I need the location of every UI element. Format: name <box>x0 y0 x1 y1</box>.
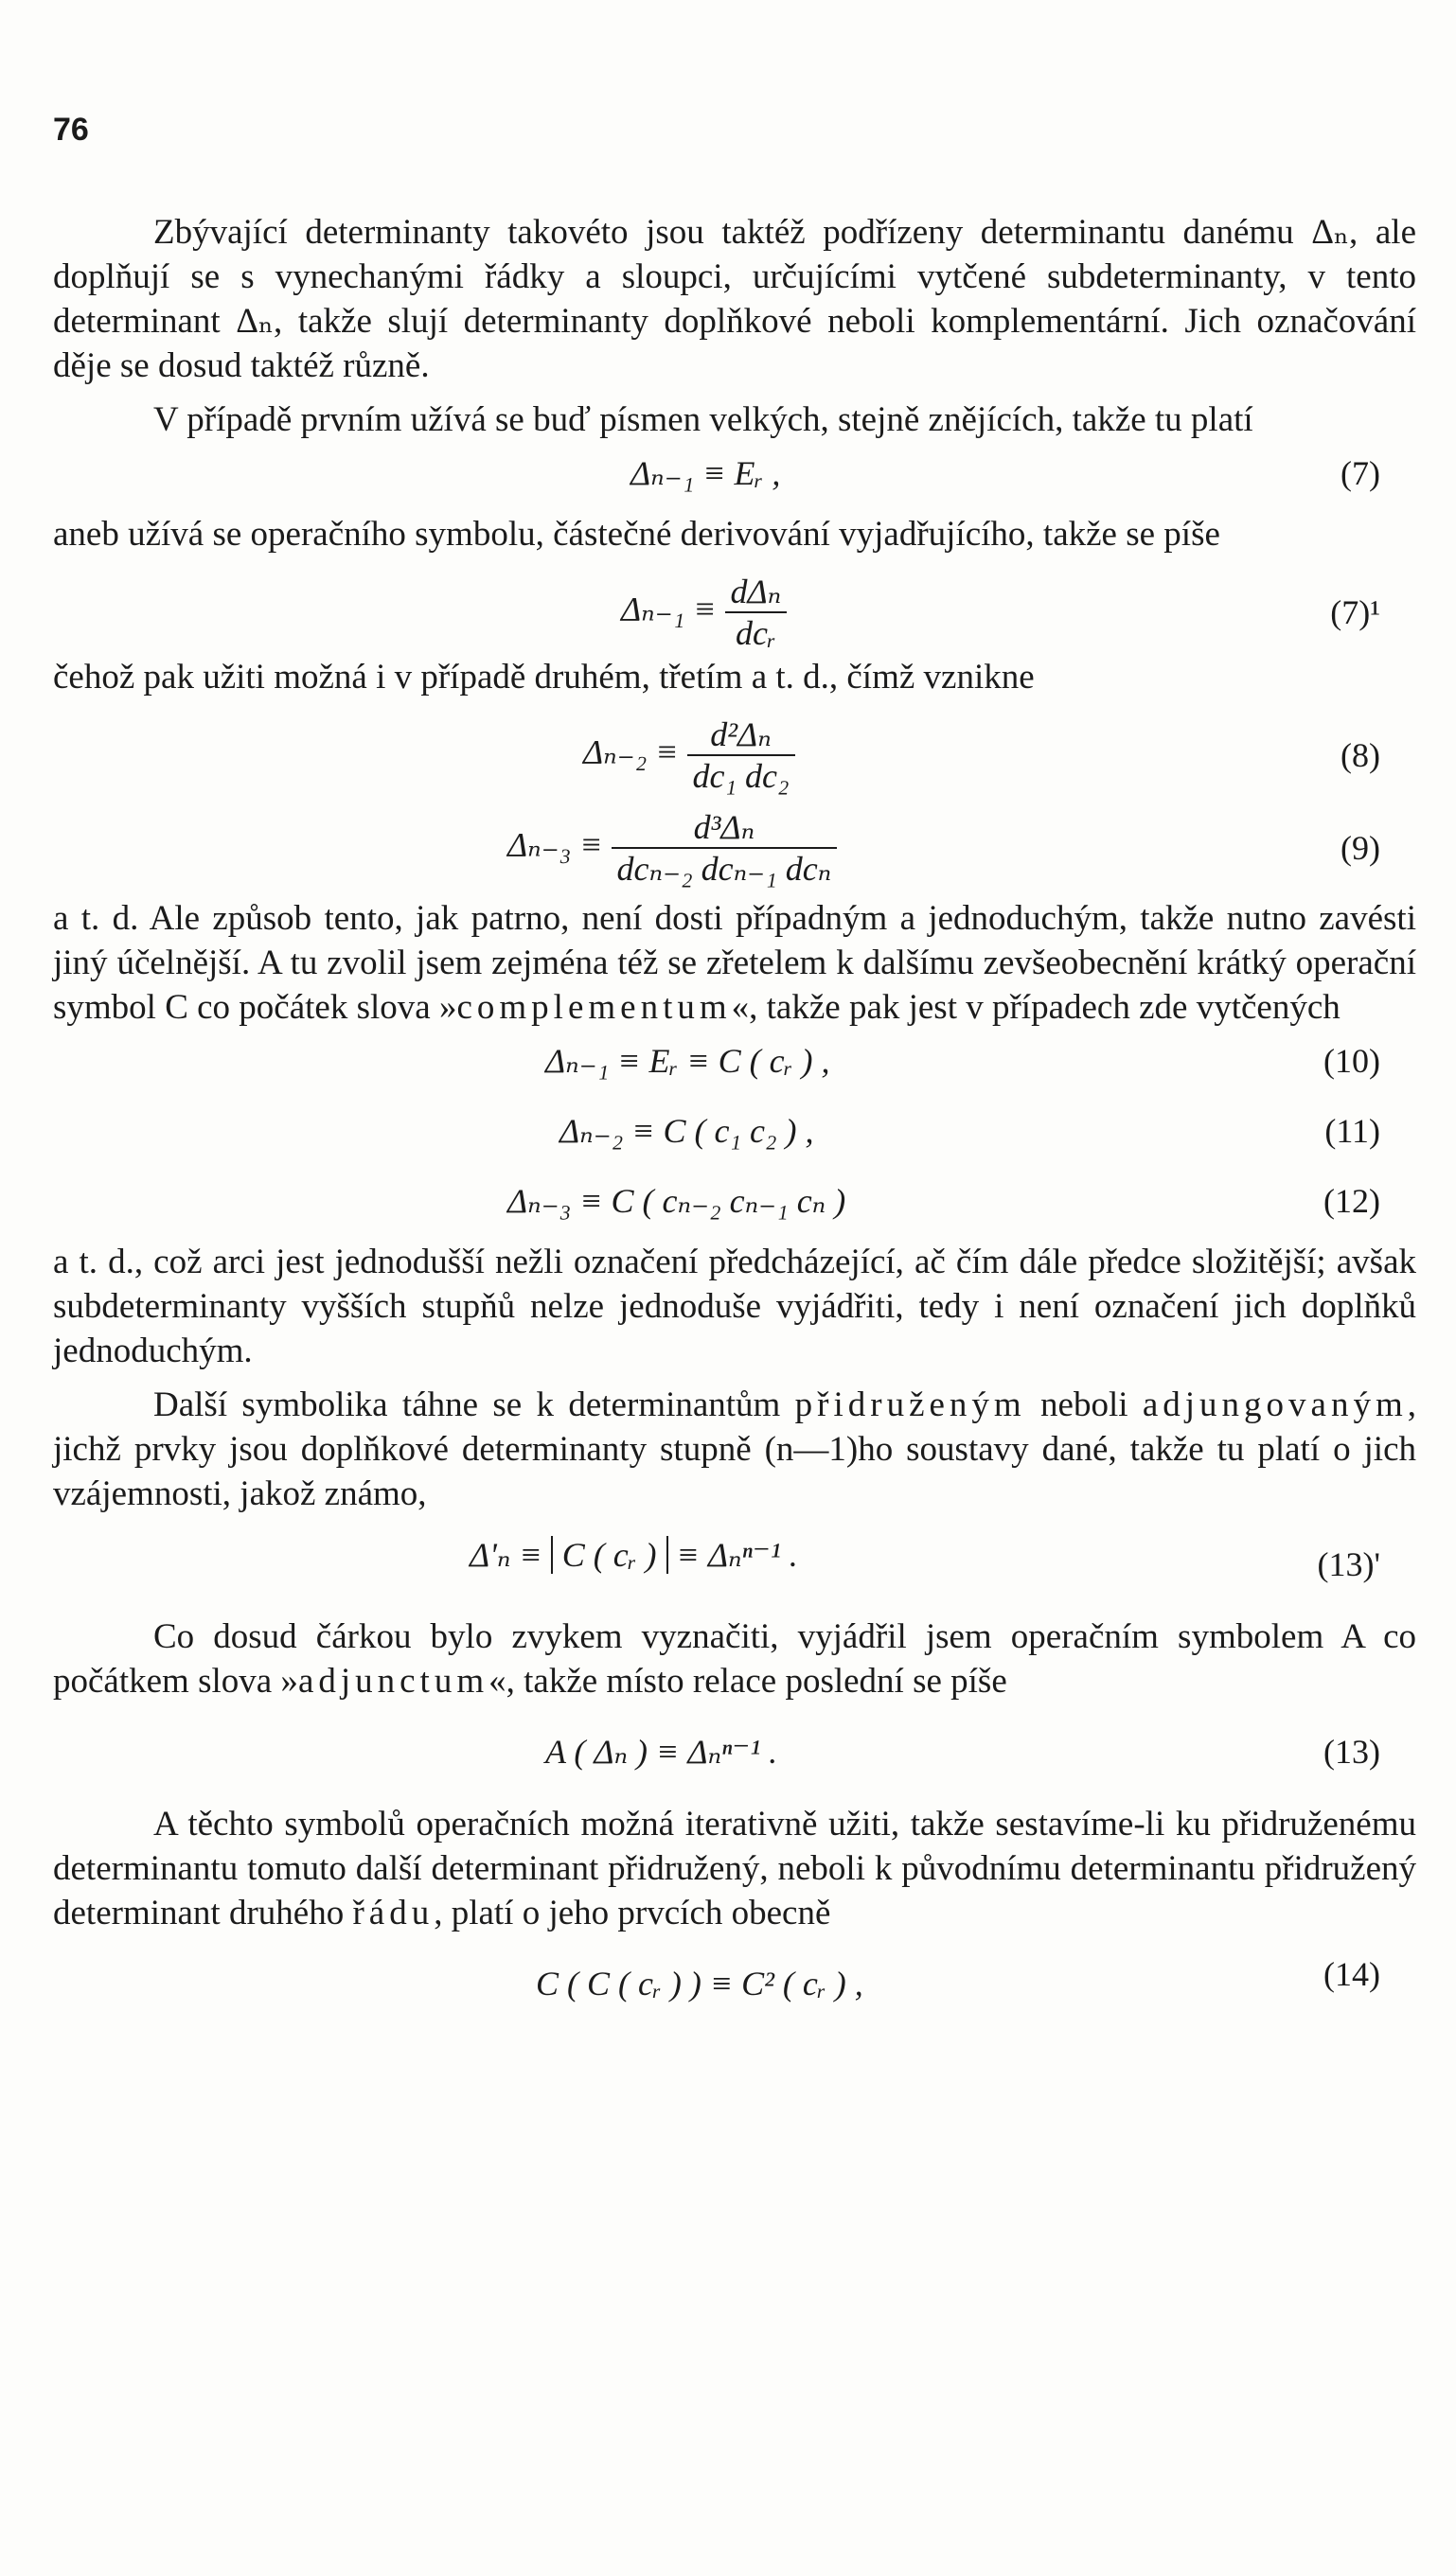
equation-10-number: (10) <box>1323 1042 1380 1080</box>
equation-9-denominator: dcₙ₋₂ dcₙ₋₁ dcₙ <box>612 847 838 889</box>
equation-14 <box>53 1935 1416 2053</box>
paragraph-6: a t. d., což arci jest jednodušší nežli označení předcházející, ač čím dále předce složitější; avšak subdeterminanty vyšších stupňů nelze jednoduše vyjádřiti, tedy i není označení jich doplňků jednoduchým. <box>53 1243 1416 1370</box>
equation-7a-left: Δₙ₋₁ ≡ <box>621 590 717 628</box>
equation-10 <box>53 1030 1416 1100</box>
equation-9-left: Δₙ₋₃ ≡ <box>507 825 603 864</box>
equation-13-prime <box>53 1516 1416 1614</box>
equation-8-denominator: dc₁ dc₂ <box>687 754 795 796</box>
equation-12-number: (12) <box>1323 1182 1380 1220</box>
equation-7-number: (7) <box>1341 454 1380 492</box>
equation-11-formula: Δₙ₋₂ ≡ C ( c₁ c₂ ) , <box>559 1112 814 1150</box>
equation-8-number: (8) <box>1341 736 1380 774</box>
equation-14-number: (14) <box>1323 1955 1380 1993</box>
equation-7 <box>53 442 1416 512</box>
equation-8-left: Δₙ₋₂ ≡ <box>583 732 679 771</box>
equation-9-number: (9) <box>1341 829 1380 867</box>
equation-11-number: (11) <box>1324 1112 1380 1150</box>
paragraph-5: a t. d. Ale způsob tento, jak patrno, není dosti případným a jednoduchým, takže nutno zavésti jiný účelnější. A tu zvolil jsem zejména též se zřetelem k dalšímu zevšeobecnění krátký operační symbol C co počátek slova »complementum«, takže pak jest v případech zde vytčených <box>53 899 1416 1027</box>
equation-13p-number: (13)' <box>1317 1545 1380 1583</box>
paragraph-7: Další symbolika táhne se k determinantům přidruženým neboli adjungovaným, jichž prvky jsou doplňkové determinanty stupně (n—1)ho soustavy dané, takže tu platí o jich vzájemnosti, jakož známo, <box>53 1385 1416 1513</box>
equation-7a-denominator: dcᵣ <box>725 611 788 653</box>
equation-13-formula: A ( Δₙ ) ≡ Δₙⁿ⁻¹ . <box>545 1733 778 1771</box>
paragraph-9: A těchto symbolů operačních možná iterativně užiti, takže sestavíme-li ku přidruženému determinantu tomuto další determinant přidružený, neboli k původnímu determinantu přidružený determinant druhého řádu, platí o jeho prvcích obecně <box>53 1805 1416 1932</box>
equation-12 <box>53 1170 1416 1240</box>
equation-11 <box>53 1100 1416 1170</box>
paragraph-8: Co dosud čárkou bylo zvykem vyznačiti, vyjádřil jsem operačním symbolem A co počátkem slova »adjunctum«, takže místo relace poslední se píše <box>53 1617 1416 1701</box>
equation-13p-left: Δ'ₙ ≡ <box>470 1536 542 1574</box>
equation-7a-fraction <box>725 572 788 653</box>
equation-12-formula: Δₙ₋₃ ≡ C ( cₙ₋₂ cₙ₋₁ cₙ ) <box>507 1182 846 1220</box>
page-number: 76 <box>53 112 89 148</box>
term-radu: řádu <box>352 1894 435 1932</box>
paragraph-2: V případě prvním užívá se buď písmen velkých, stejně znějících, takže tu platí <box>153 400 1253 439</box>
equation-7-formula: Δₙ₋₁ ≡ Eᵣ , <box>630 454 781 492</box>
paragraph-3: aneb užívá se operačního symbolu, částečné derivování vyjadřujícího, takže se píše <box>53 515 1220 554</box>
equation-7a <box>53 556 1416 655</box>
equation-8 <box>53 699 1416 798</box>
page-body <box>53 210 1416 2053</box>
term-adjunctum: adjunctum <box>297 1662 489 1701</box>
equation-10-formula: Δₙ₋₁ ≡ Eᵣ ≡ C ( cᵣ ) , <box>545 1042 830 1080</box>
equation-13p-determinant: C ( cᵣ ) <box>551 1536 668 1574</box>
equation-7a-numerator: dΔₙ <box>730 573 782 610</box>
term-adjungovanym: adjungovaným <box>1142 1385 1408 1424</box>
paragraph-1: Zbývající determinanty takovéto jsou taktéž podřízeny determinantu danému Δₙ, ale doplňují se s vynechanými řádky a sloupci, určujícími vytčené subdeterminanty, v tento determinant Δₙ, takže slují determinanty doplňkové neboli komplementární. Jich označování děje se dosud taktéž různě. <box>53 213 1416 385</box>
equation-9-numerator: d³Δₙ <box>693 808 755 846</box>
equation-13 <box>53 1703 1416 1802</box>
equation-8-numerator: d²Δₙ <box>710 715 772 753</box>
equation-7a-number: (7)¹ <box>1330 593 1380 631</box>
equation-9-fraction <box>612 807 838 889</box>
equation-8-fraction <box>687 715 795 796</box>
equation-14-formula: C ( C ( cᵣ ) ) ≡ C² ( cᵣ ) , <box>536 1965 863 2003</box>
term-pridruzenym: přidruženým <box>794 1385 1026 1424</box>
equation-13-number: (13) <box>1323 1733 1380 1771</box>
equation-9 <box>53 798 1416 896</box>
term-complementum: complementum <box>456 988 732 1027</box>
equation-13p-right: ≡ Δₙⁿ⁻¹ . <box>676 1536 798 1574</box>
paragraph-4: čehož pak užiti možná i v případě druhém, třetím a t. d., čímž vznikne <box>53 658 1035 697</box>
